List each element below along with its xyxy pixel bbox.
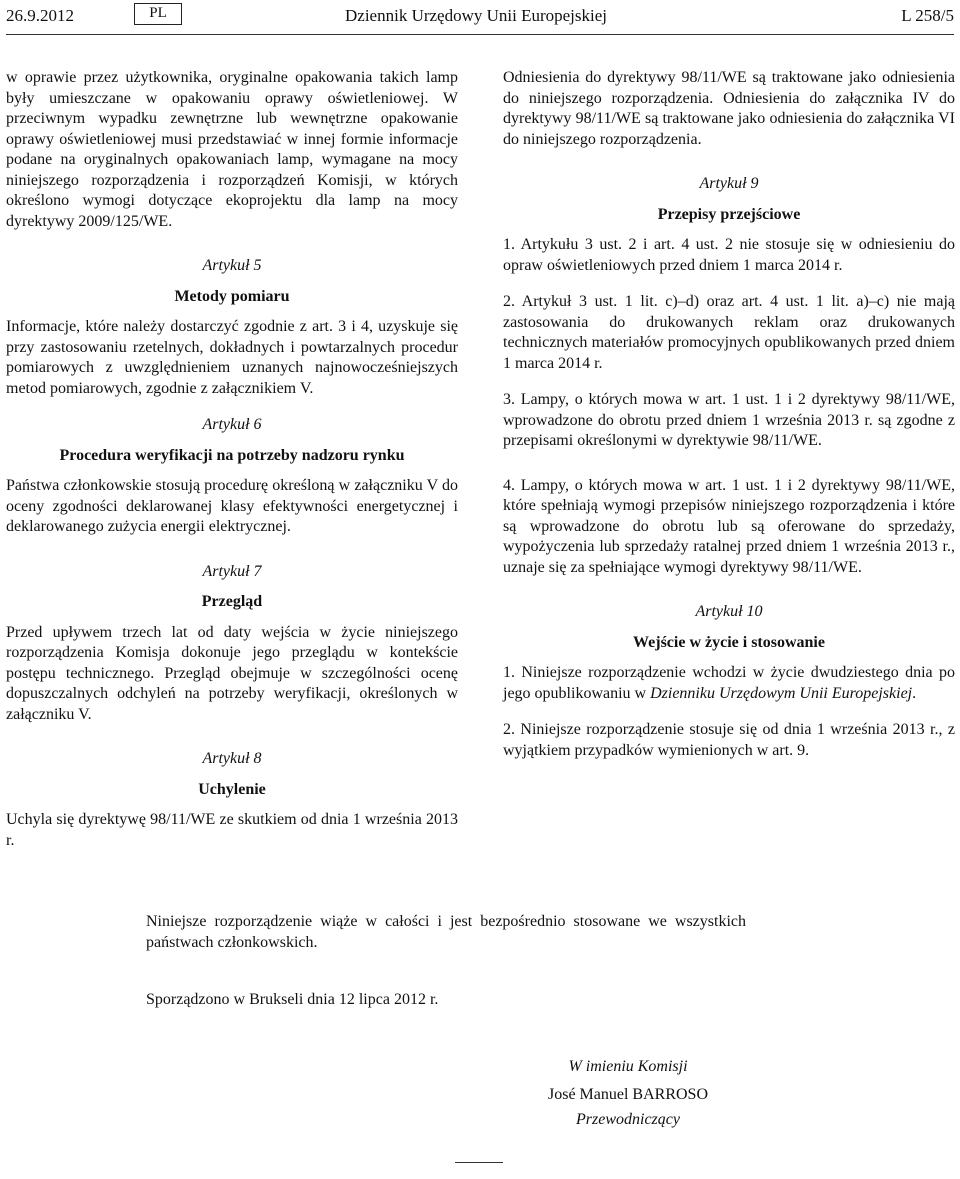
left-intro-paragraph: w oprawie przez użytkownika, oryginalne opakowania takich lamp były umieszczane w opakowaniu oprawy oświetleniowej. W przeciwnym wypadku zewnętrzne lub wewnętrzne opakowanie oprawy oświetleniowej musi przedstawiać w innej formie informacje podane na oryginalnych opakowaniach lamp, wymagane na mocy niniejszego rozporządzenia i rozporządzeń Komisji, w których określono wymogi dotyczące ekoprojektu dla lamp na mocy dyrektywy 2009/125/WE. (6, 69, 458, 230)
article-6-text: Państwa członkowskie stosują procedurę określoną w załączniku V do oceny zgodności deklarowanej klasy efektywności energetycznej i deklarowanego zużycia energii elektrycznej. (6, 477, 458, 535)
article-10-journal-name: Dzienniku Urzędowym Unii Europejskiej (650, 684, 913, 702)
closing-block (146, 912, 746, 953)
article-9-paragraph-3: 3. Lampy, o których mowa w art. 1 ust. 1 i 2 dyrektywy 98/11/WE, wprowadzone do obrotu przed dniem 1 września 2013 r. są zgodne z przepisami określonymi w dyrektywie 98/11/WE. (503, 391, 955, 449)
article-9-paragraph-4: 4. Lampy, o których mowa w art. 1 ust. 1 i 2 dyrektywy 98/11/WE, które spełniają wymogi przepisów niniejszego rozporządzenia i które są wprowadzone do obrotu lub są oferowane do sprzedaży, wypożyczenia lub sprzedaży ratalnej przed dniem 1 września 2013 r., uznaje się za spełniające wymogi dyrektywy 98/11/WE. (503, 476, 955, 576)
signatory-name: José Manuel BARROSO (547, 1086, 708, 1103)
article-10-title: Wejście w życie i stosowanie (633, 633, 825, 651)
article-9-paragraph-1: 1. Artykułu 3 ust. 2 i art. 4 ust. 2 nie stosuje się w odniesieniu do opraw oświetleniowych przed dniem 1 marca 2014 r. (503, 236, 955, 274)
article-10-p1-end: . (912, 684, 917, 702)
right-intro-paragraph: Odniesienia do dyrektywy 98/11/WE są traktowane jako odniesienia do niniejszego rozporządzenia. Odniesienia do załącznika IV do dyrektywy 98/11/WE są traktowane jako odniesienia do załącznika VI do niniejszego rozporządzenia. (503, 69, 955, 148)
article-5-title: Metody pomiaru (174, 287, 290, 305)
footer-rule (455, 1162, 503, 1163)
article-7-title: Przegląd (201, 593, 263, 610)
right-column (503, 68, 955, 761)
article-8-title: Uchylenie (198, 780, 266, 798)
article-5-number: Artykuł 5 (202, 257, 262, 274)
on-behalf-line: W imieniu Komisji (568, 1058, 688, 1075)
header-rule (6, 34, 954, 35)
left-column (6, 68, 458, 851)
article-6-number: Artykuł 6 (202, 416, 262, 433)
article-9-paragraph-2: 2. Artykuł 3 ust. 1 lit. c)–d) oraz art. 4 ust. 1 lit. a)–c) nie mają zastosowania do drukowanych reklam oraz drukowanych technicznych materiałów promocyjnych opublikowanych przed dniem 1 marca 2014 r. (503, 293, 955, 372)
done-at-block (146, 990, 746, 1011)
header-date: 26.9.2012 (6, 6, 74, 25)
article-8-number: Artykuł 8 (202, 750, 262, 767)
article-5-text: Informacje, które należy dostarczyć zgodnie z art. 3 i 4, uzyskuje się przy zastosowaniu rzetelnych, dokładnych i powtarzalnych procedur pomiarowych z uwzględnieniem uznanych najnowocześniejszych metod pomiarowych, zgodnie z załącznikiem V. (6, 318, 458, 397)
binding-statement: Niniejsze rozporządzenie wiąże w całości i jest bezpośrednio stosowane we wszystkich państwach członkowskich. (146, 913, 746, 951)
article-9-title: Przepisy przejściowe (657, 205, 801, 223)
article-10-p1-text: 1. Niniejsze rozporządzenie wchodzi w życie dwudziestego dnia po jego opublikowaniu w (503, 664, 955, 702)
done-at-statement: Sporządzono w Brukseli dnia 12 lipca 2012 r. (146, 991, 439, 1008)
article-6-title: Procedura weryfikacji na potrzeby nadzoru rynku (59, 446, 405, 464)
article-9-number: Artykuł 9 (699, 175, 759, 192)
article-7-text: Przed upływem trzech lat od daty wejścia w życie niniejszego rozporządzenia Komisja dokonuje jego przeglądu w kontekście postępu technicznego. Przegląd obejmuje w szczególności ocenę dopuszczalnych odchyleń na potrzeby weryfikacji, określonych w załączniku V. (6, 623, 458, 723)
article-10-paragraph-1 (503, 663, 955, 704)
article-7-number: Artykuł 7 (202, 562, 262, 580)
article-8-text: Uchyla się dyrektywę 98/11/WE ze skutkiem od dnia 1 września 2013 r. (6, 811, 458, 849)
header-journal-title: Dziennik Urzędowy Unii Europejskiej (345, 6, 608, 25)
article-10-number: Artykuł 10 (695, 603, 763, 620)
header-page-reference: L 258/5 (901, 6, 954, 25)
signatory-role: Przewodniczący (576, 1111, 680, 1128)
article-10-paragraph-2: 2. Niniejsze rozporządzenie stosuje się od dnia 1 września 2013 r., z wyjątkiem przypadków wymienionych w art. 9. (503, 721, 955, 759)
header-language-box: PL (134, 3, 182, 25)
